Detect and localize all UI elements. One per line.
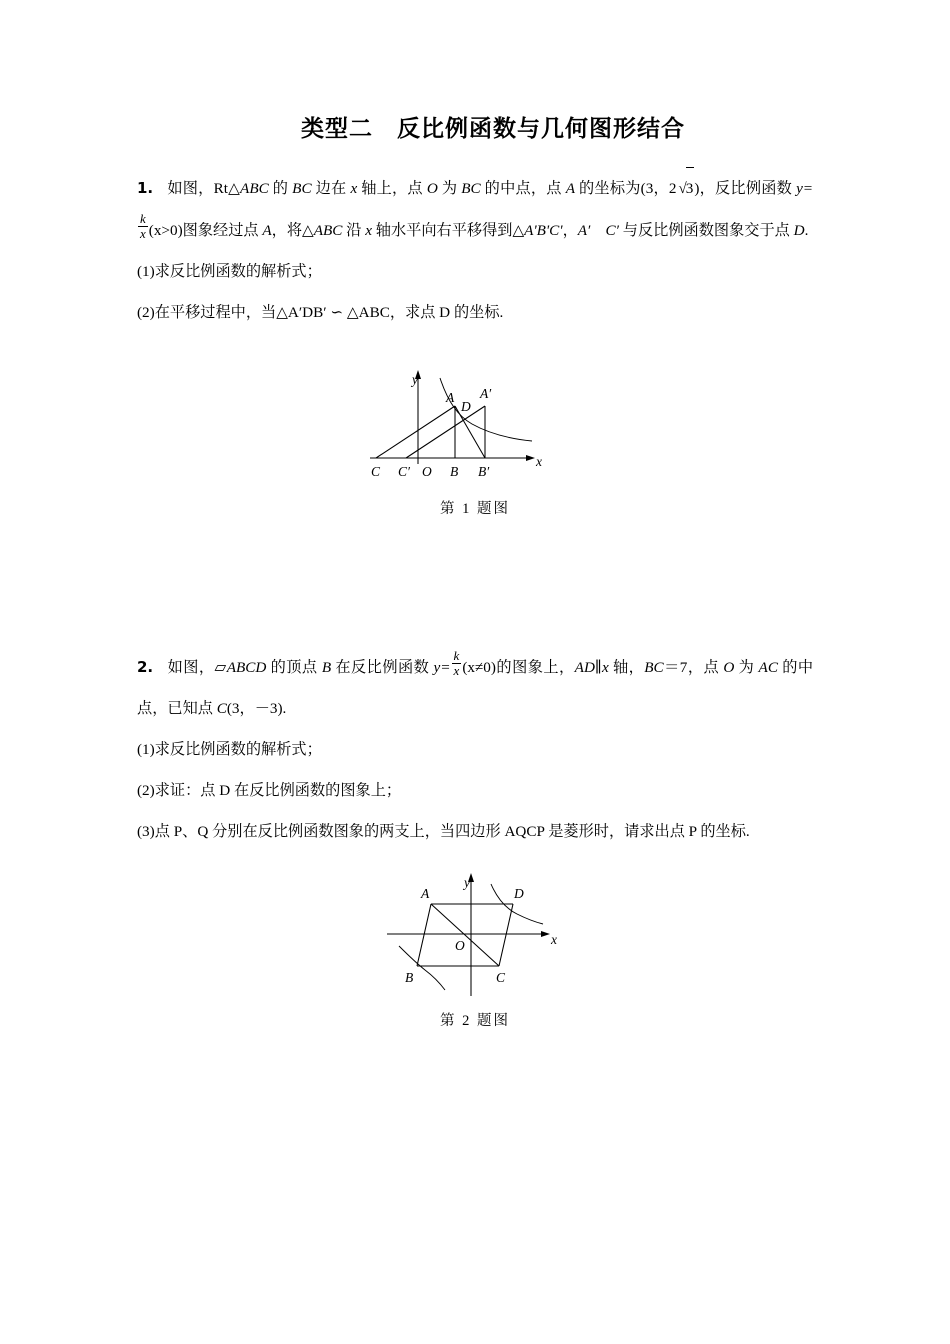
- sqrt-radicand: 3: [686, 167, 695, 209]
- p2-text-3: 在反比例函数: [331, 659, 434, 676]
- stem-bc: BC: [292, 180, 312, 197]
- segment-CA: [376, 406, 455, 458]
- label-point-B-2: B: [405, 970, 414, 985]
- stem-text-10: ，将△: [271, 222, 314, 239]
- stem-text-2: 的: [268, 180, 293, 197]
- p2-text-9: 的中点，已知点: [137, 659, 814, 717]
- problem-2-sub-3: (3)点 P、Q 分别在反比例函数图象的两支上，当四边形 AQCP 是菱形时，请求出点 P 的坐标.: [137, 823, 750, 840]
- stem-o: O: [426, 180, 438, 197]
- p2-text-10: (3，－3).: [226, 700, 287, 717]
- segment-diagonal-AC: [431, 904, 499, 966]
- stem-d: D: [793, 222, 805, 239]
- stem-a-2: A: [262, 222, 272, 239]
- problem-1-stem: [137, 166, 813, 251]
- p2-o: O: [723, 659, 735, 676]
- stem-text-4: 轴上，点: [357, 180, 427, 197]
- figure-1: [0, 366, 950, 518]
- label-y-axis-2: y: [464, 875, 470, 890]
- p2-equation-condition: (x≠0): [462, 659, 496, 676]
- label-point-B-prime: B′: [478, 464, 490, 479]
- label-x-axis: x: [536, 454, 542, 469]
- figure-2: [0, 868, 950, 1030]
- stem-text-14: 与反比例函数图象交于点: [619, 222, 794, 239]
- fraction-denominator: x: [140, 226, 146, 242]
- stem-text-12: 轴水平向右平移得到△: [371, 222, 525, 239]
- p2-abcd: ABCD: [226, 659, 267, 676]
- problem-2-sub-1: (1)求反比例函数的解析式；: [137, 741, 322, 758]
- equation-y-eq: y=: [796, 180, 814, 197]
- x-axis-arrow-2: [541, 931, 550, 937]
- label-point-A-2: A: [421, 886, 430, 901]
- label-y-axis: y: [412, 372, 418, 387]
- problem-1-text: [137, 166, 813, 333]
- p2-text-8: 为: [734, 659, 759, 676]
- stem-text-5: 为: [437, 180, 462, 197]
- p2-ac: AC: [758, 659, 778, 676]
- stem-text-11: 沿: [342, 222, 366, 239]
- stem-text-15: .: [804, 222, 809, 239]
- label-origin-O-2: O: [455, 938, 465, 953]
- p2-text-2: 的顶点: [266, 659, 322, 676]
- figure-2-caption: 第 2 题图: [440, 1013, 510, 1029]
- segment-DC: [499, 904, 513, 966]
- stem-text-6: 的中点，点: [480, 180, 566, 197]
- stem-ac-prime: A′ C′: [577, 222, 619, 239]
- stem-abc-2: ABC: [313, 222, 343, 239]
- problem-2-number: 2.: [137, 658, 154, 676]
- fraction-k-over-x: [138, 212, 148, 241]
- problem-1-sub-1: (1)求反比例函数的解析式；: [137, 263, 322, 280]
- p2-fraction-k-over-x: [452, 649, 462, 678]
- x-axis-arrow: [526, 455, 535, 461]
- label-origin-O: O: [422, 464, 432, 479]
- stem-abc: ABC: [240, 180, 269, 197]
- segment-BA: [417, 904, 431, 966]
- p2-text-5: ∥: [594, 659, 602, 676]
- sqrt-symbol: [677, 166, 695, 210]
- p2-text-4: 的图象上，: [495, 659, 575, 676]
- p2-text-1: 如图，▱: [167, 659, 227, 676]
- stem-abc-prime: A'B'C': [524, 222, 563, 239]
- p2-bc: BC: [644, 659, 664, 676]
- p2-b: B: [321, 659, 332, 676]
- problem-2-stem: [137, 647, 813, 729]
- problem-2-text: [137, 647, 813, 852]
- problem-2-sub-2: (2)求证：点 D 在反比例函数的图象上；: [137, 782, 402, 799]
- page-title: 类型二 反比例函数与几何图形结合: [301, 116, 685, 142]
- label-point-B: B: [450, 464, 459, 479]
- stem-text-3: 边在: [311, 180, 351, 197]
- label-point-C-prime: C′: [398, 464, 410, 479]
- stem-text-13: ，: [562, 222, 578, 239]
- label-x-axis-2: x: [551, 932, 557, 947]
- label-point-C-2: C: [496, 970, 506, 985]
- p2-equation-y-eq: y=: [433, 659, 451, 676]
- p2-text-6: 轴，: [608, 659, 645, 676]
- label-point-C: C: [371, 464, 381, 479]
- figure-1-caption: 第 1 题图: [440, 501, 510, 517]
- stem-text-1: 如图，Rt△: [167, 180, 241, 197]
- equation-condition: (x>0): [148, 222, 183, 239]
- p2-ad: AD: [574, 659, 595, 676]
- stem-text-7: 的坐标为(3，2: [575, 180, 677, 197]
- figure-2-graphic: [375, 868, 575, 1003]
- p2-fraction-denominator: x: [453, 663, 460, 679]
- stem-a: A: [565, 180, 576, 197]
- label-point-A-prime: A′: [480, 386, 492, 401]
- stem-x-1: x: [350, 180, 358, 197]
- problem-1-number: 1.: [137, 179, 154, 197]
- p2-fraction-numerator: k: [453, 648, 460, 664]
- p2-x: x: [601, 659, 609, 676]
- label-point-A: A: [446, 390, 455, 405]
- stem-bc-2: BC: [461, 180, 481, 197]
- p2-text-7: ＝7，点: [663, 659, 724, 676]
- label-point-D-2: D: [514, 886, 524, 901]
- figure-1-graphic: [360, 366, 590, 491]
- stem-text-8: )，反比例函数: [694, 180, 797, 197]
- label-point-D: D: [461, 399, 471, 414]
- problem-1-sub-2: (2)在平移过程中，当△A′DB′ ∽ △ABC，求点 D 的坐标.: [137, 304, 504, 321]
- stem-text-9: 图象经过点: [182, 222, 263, 239]
- fraction-numerator: k: [140, 211, 146, 227]
- p2-c: C: [216, 700, 227, 717]
- stem-x-2: x: [365, 222, 372, 239]
